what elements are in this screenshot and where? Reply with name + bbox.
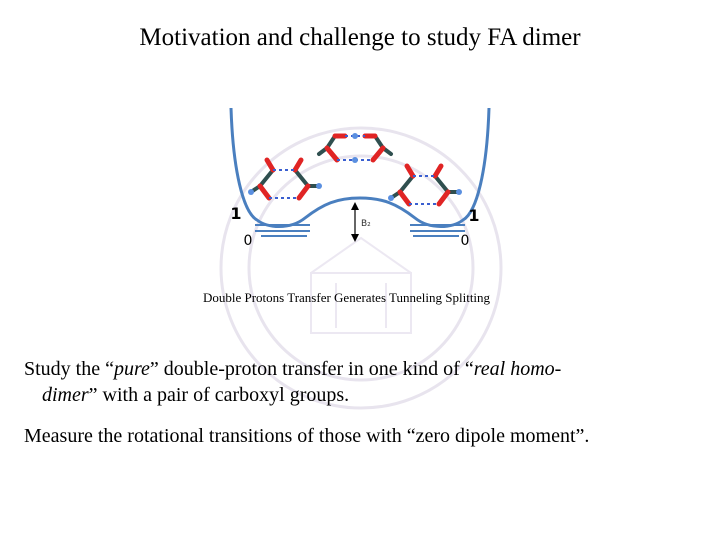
barrier-arrow	[351, 202, 359, 242]
emphasis-dimer: dimer	[42, 384, 89, 406]
bullet-list	[24, 356, 700, 449]
right-level-label-0: 0	[460, 233, 470, 249]
slide-title: Motivation and challenge to study FA dimer	[139, 24, 581, 51]
right-dimer-molecule	[388, 166, 462, 204]
bullet-line-1: Study the “pure” double-proton transfer in one kind of “real homo-	[24, 358, 562, 380]
bullet-pure-transfer	[24, 356, 700, 408]
barrier-label: B₂	[361, 219, 371, 229]
left-level-label-0: 0	[243, 233, 253, 249]
diagram-caption: Double Protons Transfer Generates Tunneling Splitting	[202, 290, 491, 305]
center-transition-molecule	[319, 133, 391, 163]
right-level-label-1: 1	[468, 206, 480, 225]
left-level-label-1: 1	[230, 204, 242, 223]
emphasis-real-homo: real homo-	[473, 358, 562, 380]
bullet-zero-dipole: Measure the rotational transitions of those with “zero dipole moment”.	[24, 425, 590, 447]
double-well-diagram	[195, 100, 525, 285]
bullet-line-2: dimer” with a pair of carboxyl groups.	[42, 384, 350, 406]
emphasis-pure: pure	[114, 358, 150, 380]
left-dimer-molecule	[248, 160, 322, 198]
